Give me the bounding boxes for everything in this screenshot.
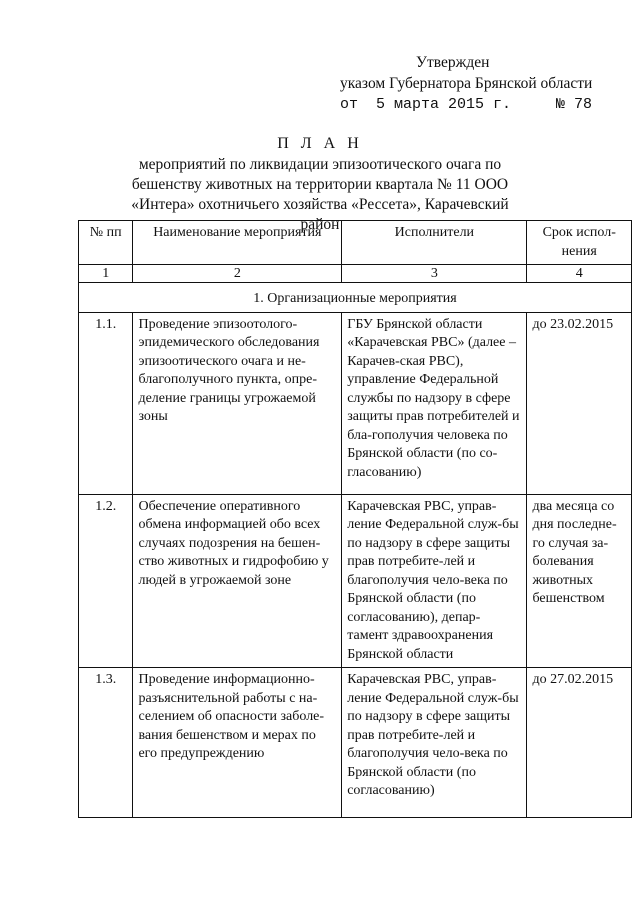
approval-authority: указом Губернатора Брянской области: [340, 75, 593, 92]
index-cell: 1: [79, 265, 133, 283]
table-row: [79, 668, 632, 818]
measures-table: [78, 220, 632, 818]
table-row: [79, 494, 632, 668]
header-number: № пп: [79, 221, 133, 265]
header-deadline: Срок испол-нения: [527, 221, 632, 265]
section-title: 1. Организационные мероприятия: [79, 283, 632, 313]
section-row: [79, 283, 632, 313]
index-cell: 2: [133, 265, 342, 283]
header-measure-name: Наименование мероприятия: [133, 221, 342, 265]
row-executors: ГБУ Брянской области «Карачевская РВС» (далее – Карачев-ская РВС), управление Федеральной службы по надзору в сфере защиты прав потребителей и бла-гополучия человека по Брянской области (по со-гласованию): [342, 312, 527, 494]
row-deadline: до 23.02.2015: [527, 312, 632, 494]
index-cell: 3: [342, 265, 527, 283]
table-row: [79, 312, 632, 494]
row-number: 1.3.: [79, 668, 133, 818]
approval-heading: Утвержден: [416, 54, 490, 71]
row-executors: Карачевская РВС, управ-ление Федеральной служ-бы по надзору в сфере защиты прав потребите-лей и благополучия чело-века по Брянской области (по согласованию), депар-тамент здравоохранения Брянской области: [342, 494, 527, 668]
row-deadline: два месяца со дня последне-го случая за-болевания животных бешенством: [527, 494, 632, 668]
row-measure: Проведение информационно-разъяснительной работы с на-селением об опасности заболе-вания бешенством и мерах по его предупреждению: [133, 668, 342, 818]
index-cell: 4: [527, 265, 632, 283]
row-number: 1.2.: [79, 494, 133, 668]
table-index-row: [79, 265, 632, 283]
row-deadline: до 27.02.2015: [527, 668, 632, 818]
row-number: 1.1.: [79, 312, 133, 494]
header-executors: Исполнители: [342, 221, 527, 265]
table-header-row: [79, 221, 632, 265]
approval-date-number: от 5 марта 2015 г. № 78: [340, 96, 593, 113]
document-subtitle: мероприятий по ликвидации эпизоотического очага по бешенству животных на территории квартала № 11 ООО «Интера» охотничьего хозяйства «Рессета», Карачевский район: [131, 156, 509, 233]
document-title: П Л А Н: [277, 135, 363, 152]
row-executors: Карачевская РВС, управ-ление Федеральной служ-бы по надзору в сфере защиты прав потребите-лей и благополучия чело-века по Брянской области (по согласованию): [342, 668, 527, 818]
approval-block: [340, 52, 592, 115]
row-measure: Обеспечение оперативного обмена информацией обо всех случаях подозрения на бешен-ство животных и гидрофобию у людей в угрожаемой зоне: [133, 494, 342, 668]
row-measure: Проведение эпизоотолого-эпидемического обследования эпизоотического очага и не-благополучного пункта, опре-деление границы угрожаемой зоны: [133, 312, 342, 494]
